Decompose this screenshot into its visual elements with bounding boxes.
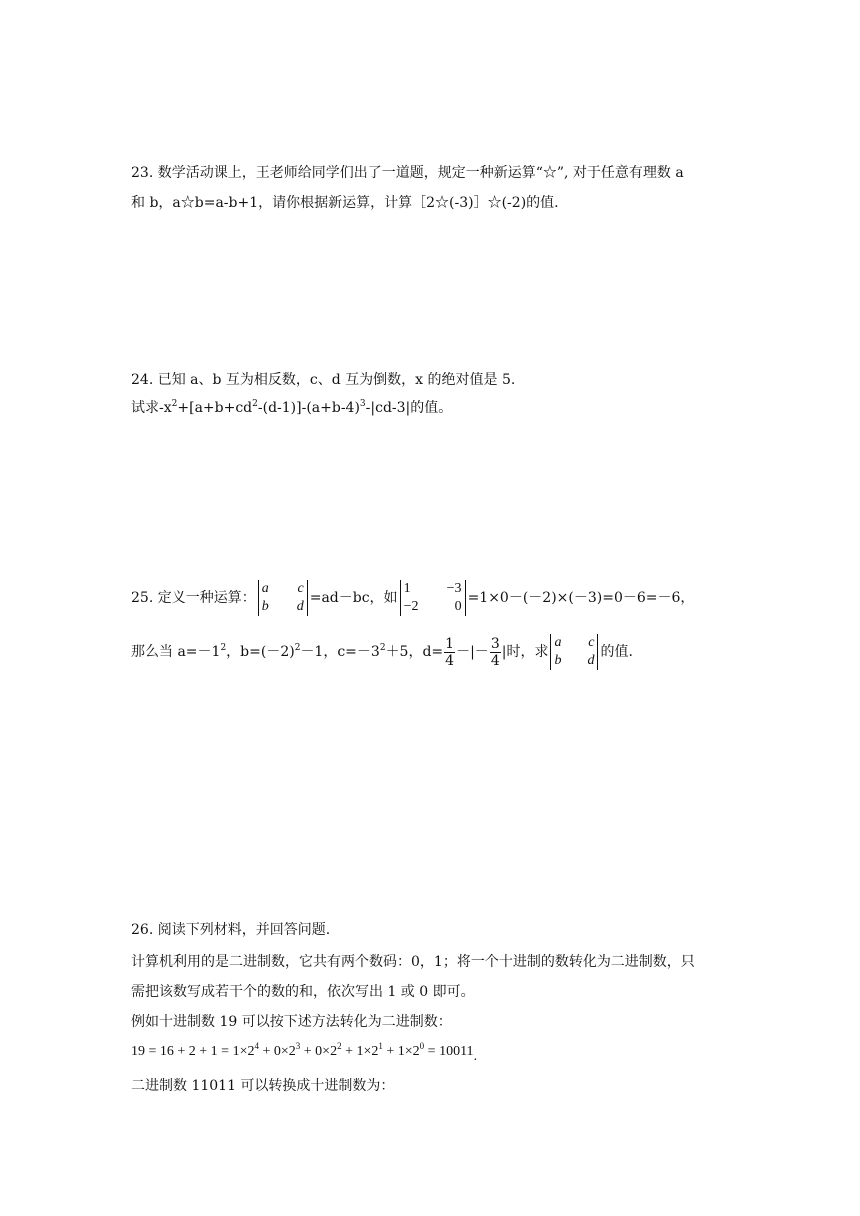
q25-definition: =ad－bc，如	[309, 590, 398, 606]
frac-den: 4	[490, 652, 500, 669]
ex-4: 0	[454, 599, 462, 614]
formula-exp: 1	[378, 1041, 383, 1051]
q24-text: -|cd-3|的值。	[365, 400, 453, 416]
fraction-three-quarters	[490, 636, 501, 669]
q25-text: －1，c=－3	[300, 644, 380, 660]
q25-line1	[131, 578, 694, 618]
formula-part: = 10011	[424, 1044, 474, 1059]
fraction-one-quarter	[444, 636, 455, 669]
frac-num: 1	[445, 635, 455, 652]
formula-part: 19 = 16 + 2 + 1 = 1×2	[131, 1044, 255, 1059]
det-d: d	[587, 653, 595, 668]
q25-prefix: 25. 定义一种运算：	[131, 590, 256, 606]
q26-formula	[131, 1042, 477, 1067]
q24-exp: 2	[171, 399, 178, 409]
formula-part: + 0×2	[258, 1044, 296, 1059]
det-c: c	[588, 635, 595, 650]
q25-text: ，b=(－2)	[226, 644, 295, 660]
q25-text: |时，求	[501, 644, 549, 660]
q25-example-result: =1×0－(－2)×(－3)=0－6=－6，	[467, 590, 695, 606]
determinant-example	[400, 580, 466, 616]
det-c: c	[297, 581, 304, 596]
ex-1: 1	[403, 581, 411, 596]
q24-text: +[a+b+cd	[177, 400, 253, 416]
q24-exp: 2	[252, 399, 258, 409]
q25-line2	[131, 631, 633, 673]
q25-ending: 的值.	[600, 644, 633, 660]
formula-exp: 2	[337, 1041, 342, 1051]
q26-para3: 例如十进制数 19 可以按下述方法转化为二进制数：	[131, 1014, 452, 1030]
q24-text: -(d-1)]-(a+b-4)	[257, 400, 360, 416]
q24-text: 试求-x	[131, 400, 172, 416]
ex-3: −2	[403, 599, 419, 614]
determinant-ask	[550, 634, 598, 670]
det-b: b	[554, 653, 562, 668]
q25-text: 那么当 a=－1	[131, 644, 221, 660]
det-d: d	[296, 599, 304, 614]
formula-part: + 1×2	[382, 1044, 420, 1059]
formula-period: .	[473, 1049, 478, 1064]
q23-line2: 和 b，a☆b=a-b+1，请你根据新运算，计算［2☆(-3)］☆(-2)的值.	[131, 195, 559, 211]
q26-title: 26. 阅读下列材料，并回答问题.	[131, 922, 331, 938]
q25-text: ＋5，d=	[385, 644, 444, 660]
q26-para4: 二进制数 11011 可以转换成十进制数为：	[131, 1078, 395, 1094]
formula-exp: 3	[295, 1041, 301, 1051]
formula-part: + 1×2	[341, 1044, 379, 1059]
q24-line2	[131, 398, 452, 418]
q26-para2: 需把该数写成若干个的数的和，依次写出 1 或 0 即可。	[131, 984, 475, 1000]
q25-exp: 2	[294, 643, 301, 653]
ex-2: −3	[446, 581, 462, 596]
q25-text: －|－	[456, 644, 489, 660]
det-a: a	[261, 581, 269, 596]
det-b: b	[261, 599, 269, 614]
frac-den: 4	[445, 652, 455, 669]
q25-exp: 2	[220, 643, 227, 653]
formula-part: + 0×2	[300, 1044, 338, 1059]
q26-para1: 计算机利用的是二进制数，它共有两个数码：0，1；将一个十进制的数转化为二进制数，只	[131, 954, 695, 970]
q25-exp: 2	[379, 643, 386, 653]
q23-line1: 23. 数学活动课上，王老师给同学们出了一道题，规定一种新运算“☆”, 对于任意有理数 a	[131, 165, 684, 181]
formula-exp: 0	[419, 1041, 425, 1051]
q24-exp: 3	[359, 399, 366, 409]
frac-num: 3	[490, 635, 500, 652]
det-a: a	[554, 635, 562, 650]
formula-exp: 4	[254, 1041, 259, 1051]
q24-line1: 24. 已知 a、b 互为相反数，c、d 互为倒数，x 的绝对值是 5.	[131, 372, 516, 388]
determinant-definition	[258, 580, 308, 616]
